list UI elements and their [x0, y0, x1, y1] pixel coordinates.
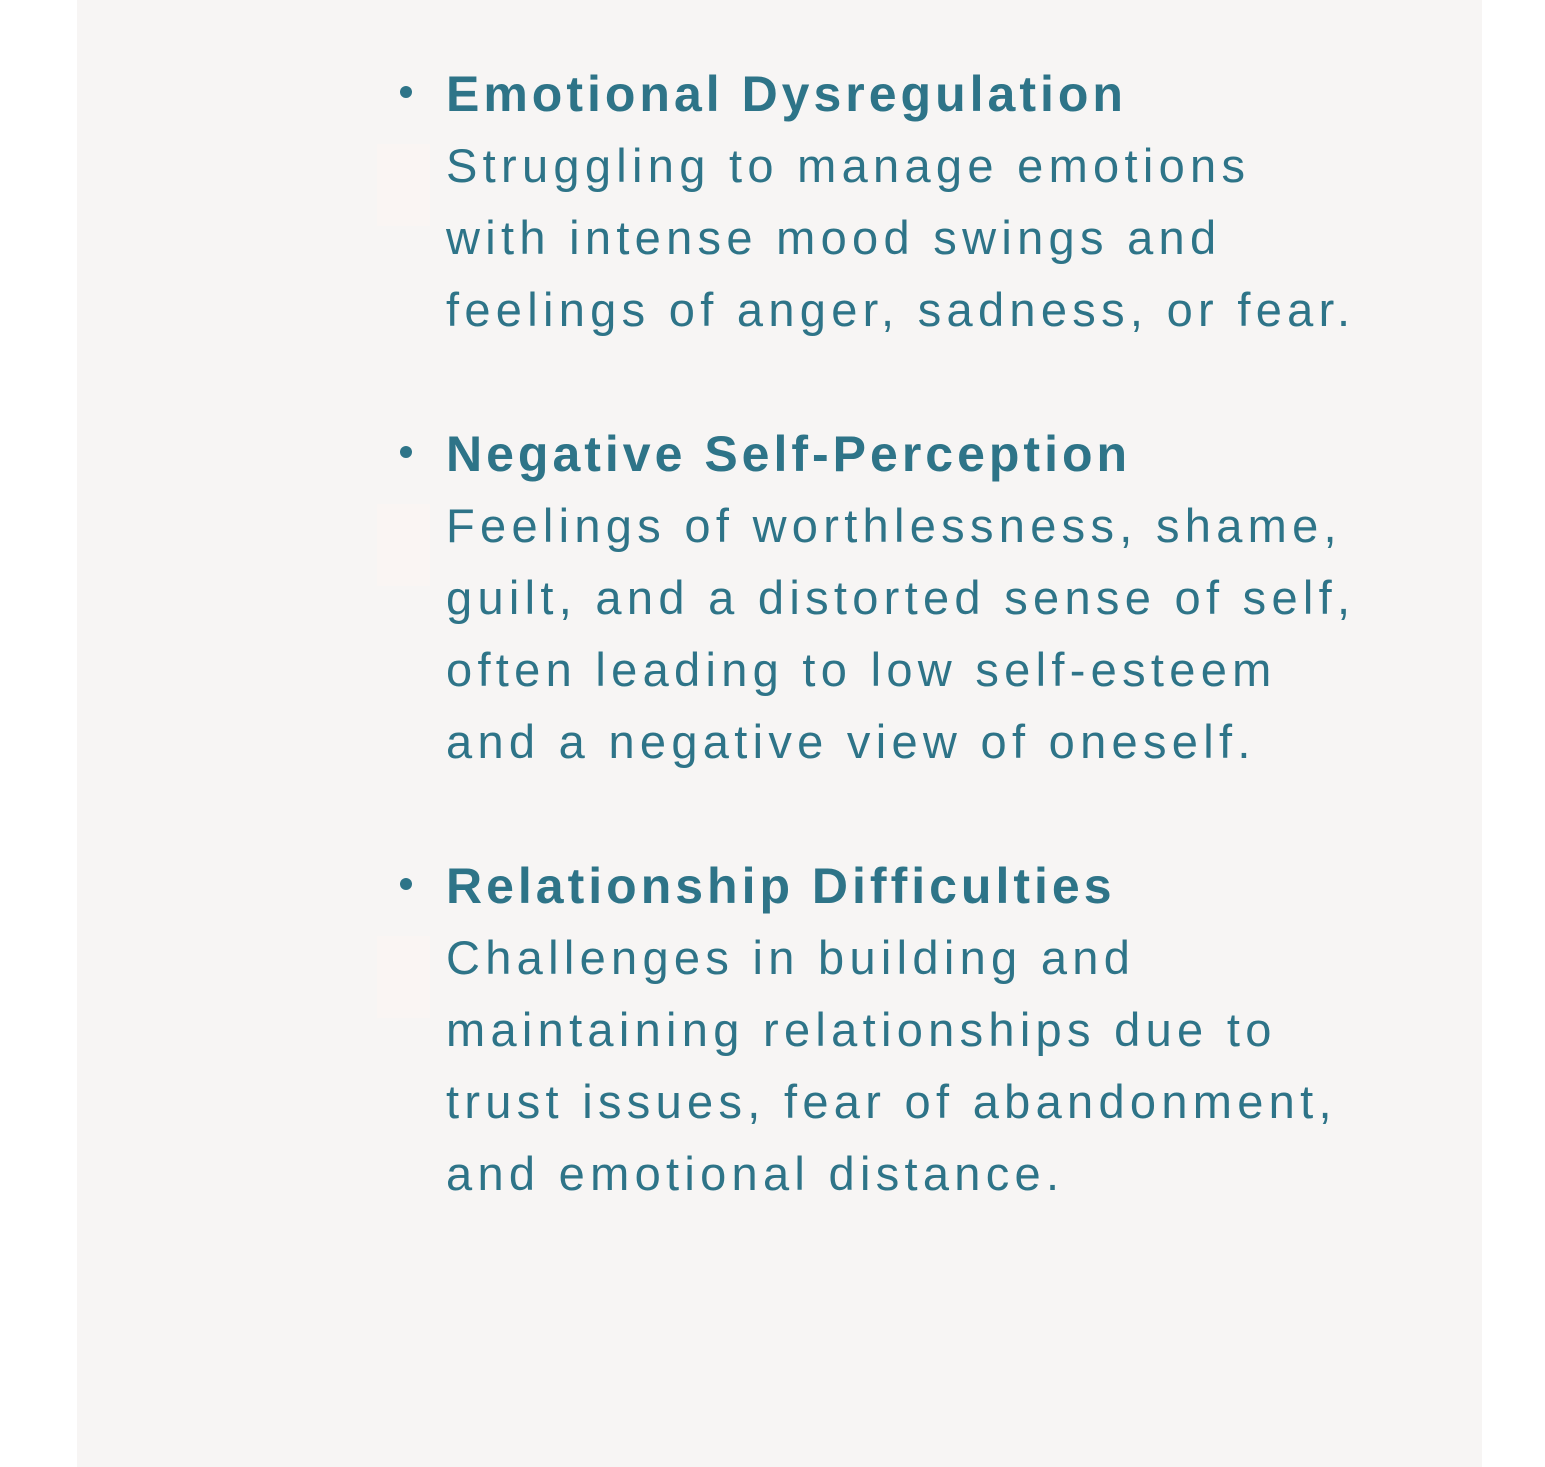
- marker-block: [377, 936, 430, 1018]
- symptom-title: Negative Self-Perception: [446, 426, 1132, 482]
- symptom-description: Feelings of worthlessness, shame, guilt, and a distorted sense of self, often leading to low self-esteem and a negative view of oneself.: [446, 499, 1356, 768]
- content-panel: [77, 0, 1482, 1467]
- symptom-title: Emotional Dysregulation: [446, 66, 1127, 122]
- symptom-item-emotional-dysregulation: [387, 58, 1356, 346]
- bullet-icon: [400, 446, 412, 458]
- symptom-description: Challenges in building and maintaining relationships due to trust issues, fear of abandonment, and emotional distance.: [446, 931, 1337, 1200]
- symptom-item-relationship-difficulties: [387, 850, 1337, 1210]
- symptom-description: Struggling to manage emotions with intense mood swings and feelings of anger, sadness, or fear.: [446, 139, 1356, 336]
- bullet-icon: [400, 86, 412, 98]
- marker-block: [377, 504, 430, 586]
- symptom-item-negative-self-perception: [387, 418, 1356, 778]
- bullet-icon: [400, 878, 412, 890]
- symptom-list: [387, 58, 1356, 1210]
- marker-block: [377, 144, 430, 226]
- symptom-title: Relationship Difficulties: [446, 858, 1116, 914]
